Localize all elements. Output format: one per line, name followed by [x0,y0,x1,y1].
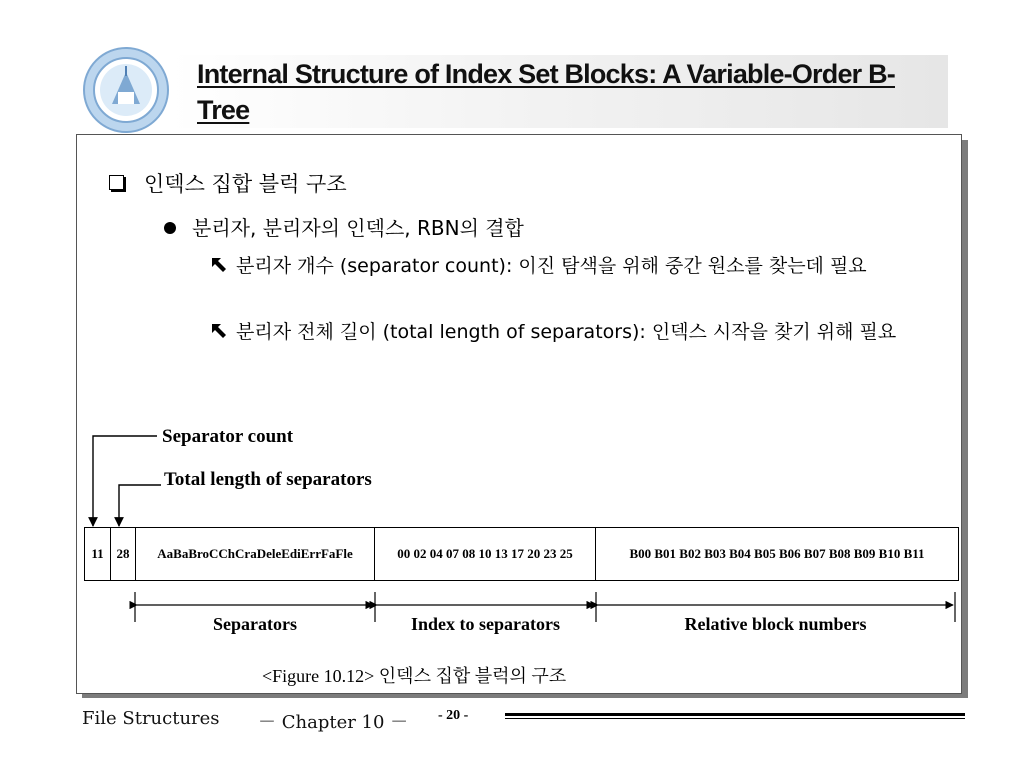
footer-course: File Structures [82,708,220,729]
round-bullet-icon [164,222,176,234]
index-block-row [84,527,959,581]
total-length-cell: 28 [111,528,136,580]
university-seal-logo [82,46,170,134]
footer-rule-thin [505,718,965,719]
figure-caption: <Figure 10.12> 인덱스 집합 블럭의 구조 [262,666,567,686]
arrow-bullet-icon [210,322,228,340]
bullet-level2: 분리자, 분리자의 인덱스, RBN의 결합 [192,216,524,240]
separator-count-cell: 11 [85,528,111,580]
relative-block-numbers-label: Relative block numbers [684,614,867,634]
index-to-separators-cell: 00 02 04 07 08 10 13 17 20 23 25 [375,528,596,580]
checkbox-bullet-icon [109,175,124,190]
index-to-separators-label: Index to separators [411,614,560,634]
arrow-bullet-icon [210,256,228,274]
bullet-level3-separator-count: 분리자 개수 (separator count): 이진 탐색을 위해 중간 원소를 찾는데 필요 [236,255,867,277]
separator-count-label: Separator count [162,426,294,447]
separators-label: Separators [213,614,297,634]
relative-block-numbers-cell: B00 B01 B02 B03 B04 B05 B06 B07 B08 B09 B10 B11 [629,546,925,561]
footer-rule [505,713,965,716]
total-length-label: Total length of separators [164,469,372,490]
footer-chapter: － Chapter 10 － [258,712,409,733]
slide-title: Internal Structure of Index Set Blocks: A Variable-Order B-Tree [197,59,895,125]
bullet-level3-total-length: 분리자 전체 길이 (total length of separators): 인덱스 시작을 찾기 위해 필요 [236,321,897,343]
bullet-level1: 인덱스 집합 블럭 구조 [144,172,347,196]
footer-page-number: - 20 - [438,708,469,723]
separators-cell: AaBaBroCChCraDeleEdiErrFaFle [136,528,375,580]
